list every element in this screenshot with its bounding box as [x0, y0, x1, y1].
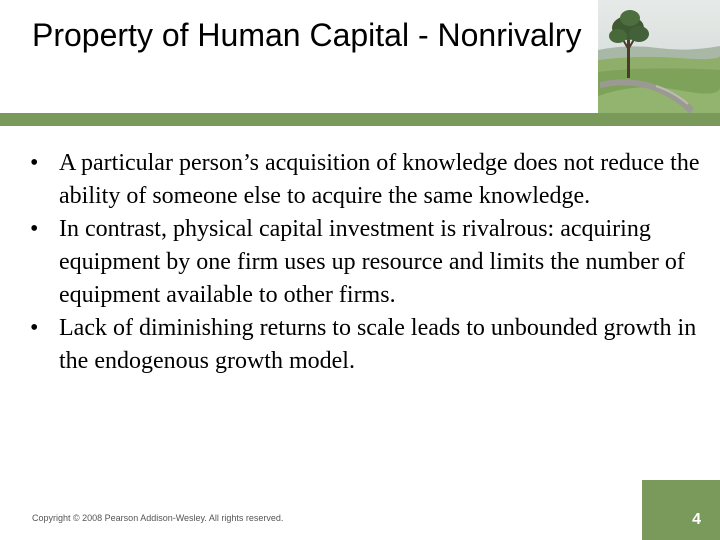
bullet-text: In contrast, physical capital investment is rivalrous: acquiring equipment by one firm uses up resource and limits the number of equipment available to other firms. [59, 216, 685, 308]
bullet-list [30, 147, 700, 378]
bullet-item [30, 147, 700, 213]
bullet-text: A particular person’s acquisition of knowledge does not reduce the ability of someone else to acquire the same knowledge. [59, 150, 700, 209]
bullet-text: Lack of diminishing returns to scale leads to unbounded growth in the endogenous growth model. [59, 315, 697, 374]
bullet-point-icon: • [30, 216, 39, 242]
page-number-box [642, 480, 720, 540]
bullet-point-icon: • [30, 150, 39, 176]
bullet-item [30, 312, 700, 378]
tree-landscape-photo [598, 0, 720, 114]
slide-title: Property of Human Capital - Nonrivalry [32, 17, 582, 53]
header-divider-bar [0, 113, 720, 126]
bullet-item [30, 213, 700, 312]
bullet-point-icon: • [30, 315, 39, 341]
copyright-notice: Copyright © 2008 Pearson Addison-Wesley. All rights reserved. [32, 513, 284, 523]
page-number: 4 [692, 511, 701, 528]
